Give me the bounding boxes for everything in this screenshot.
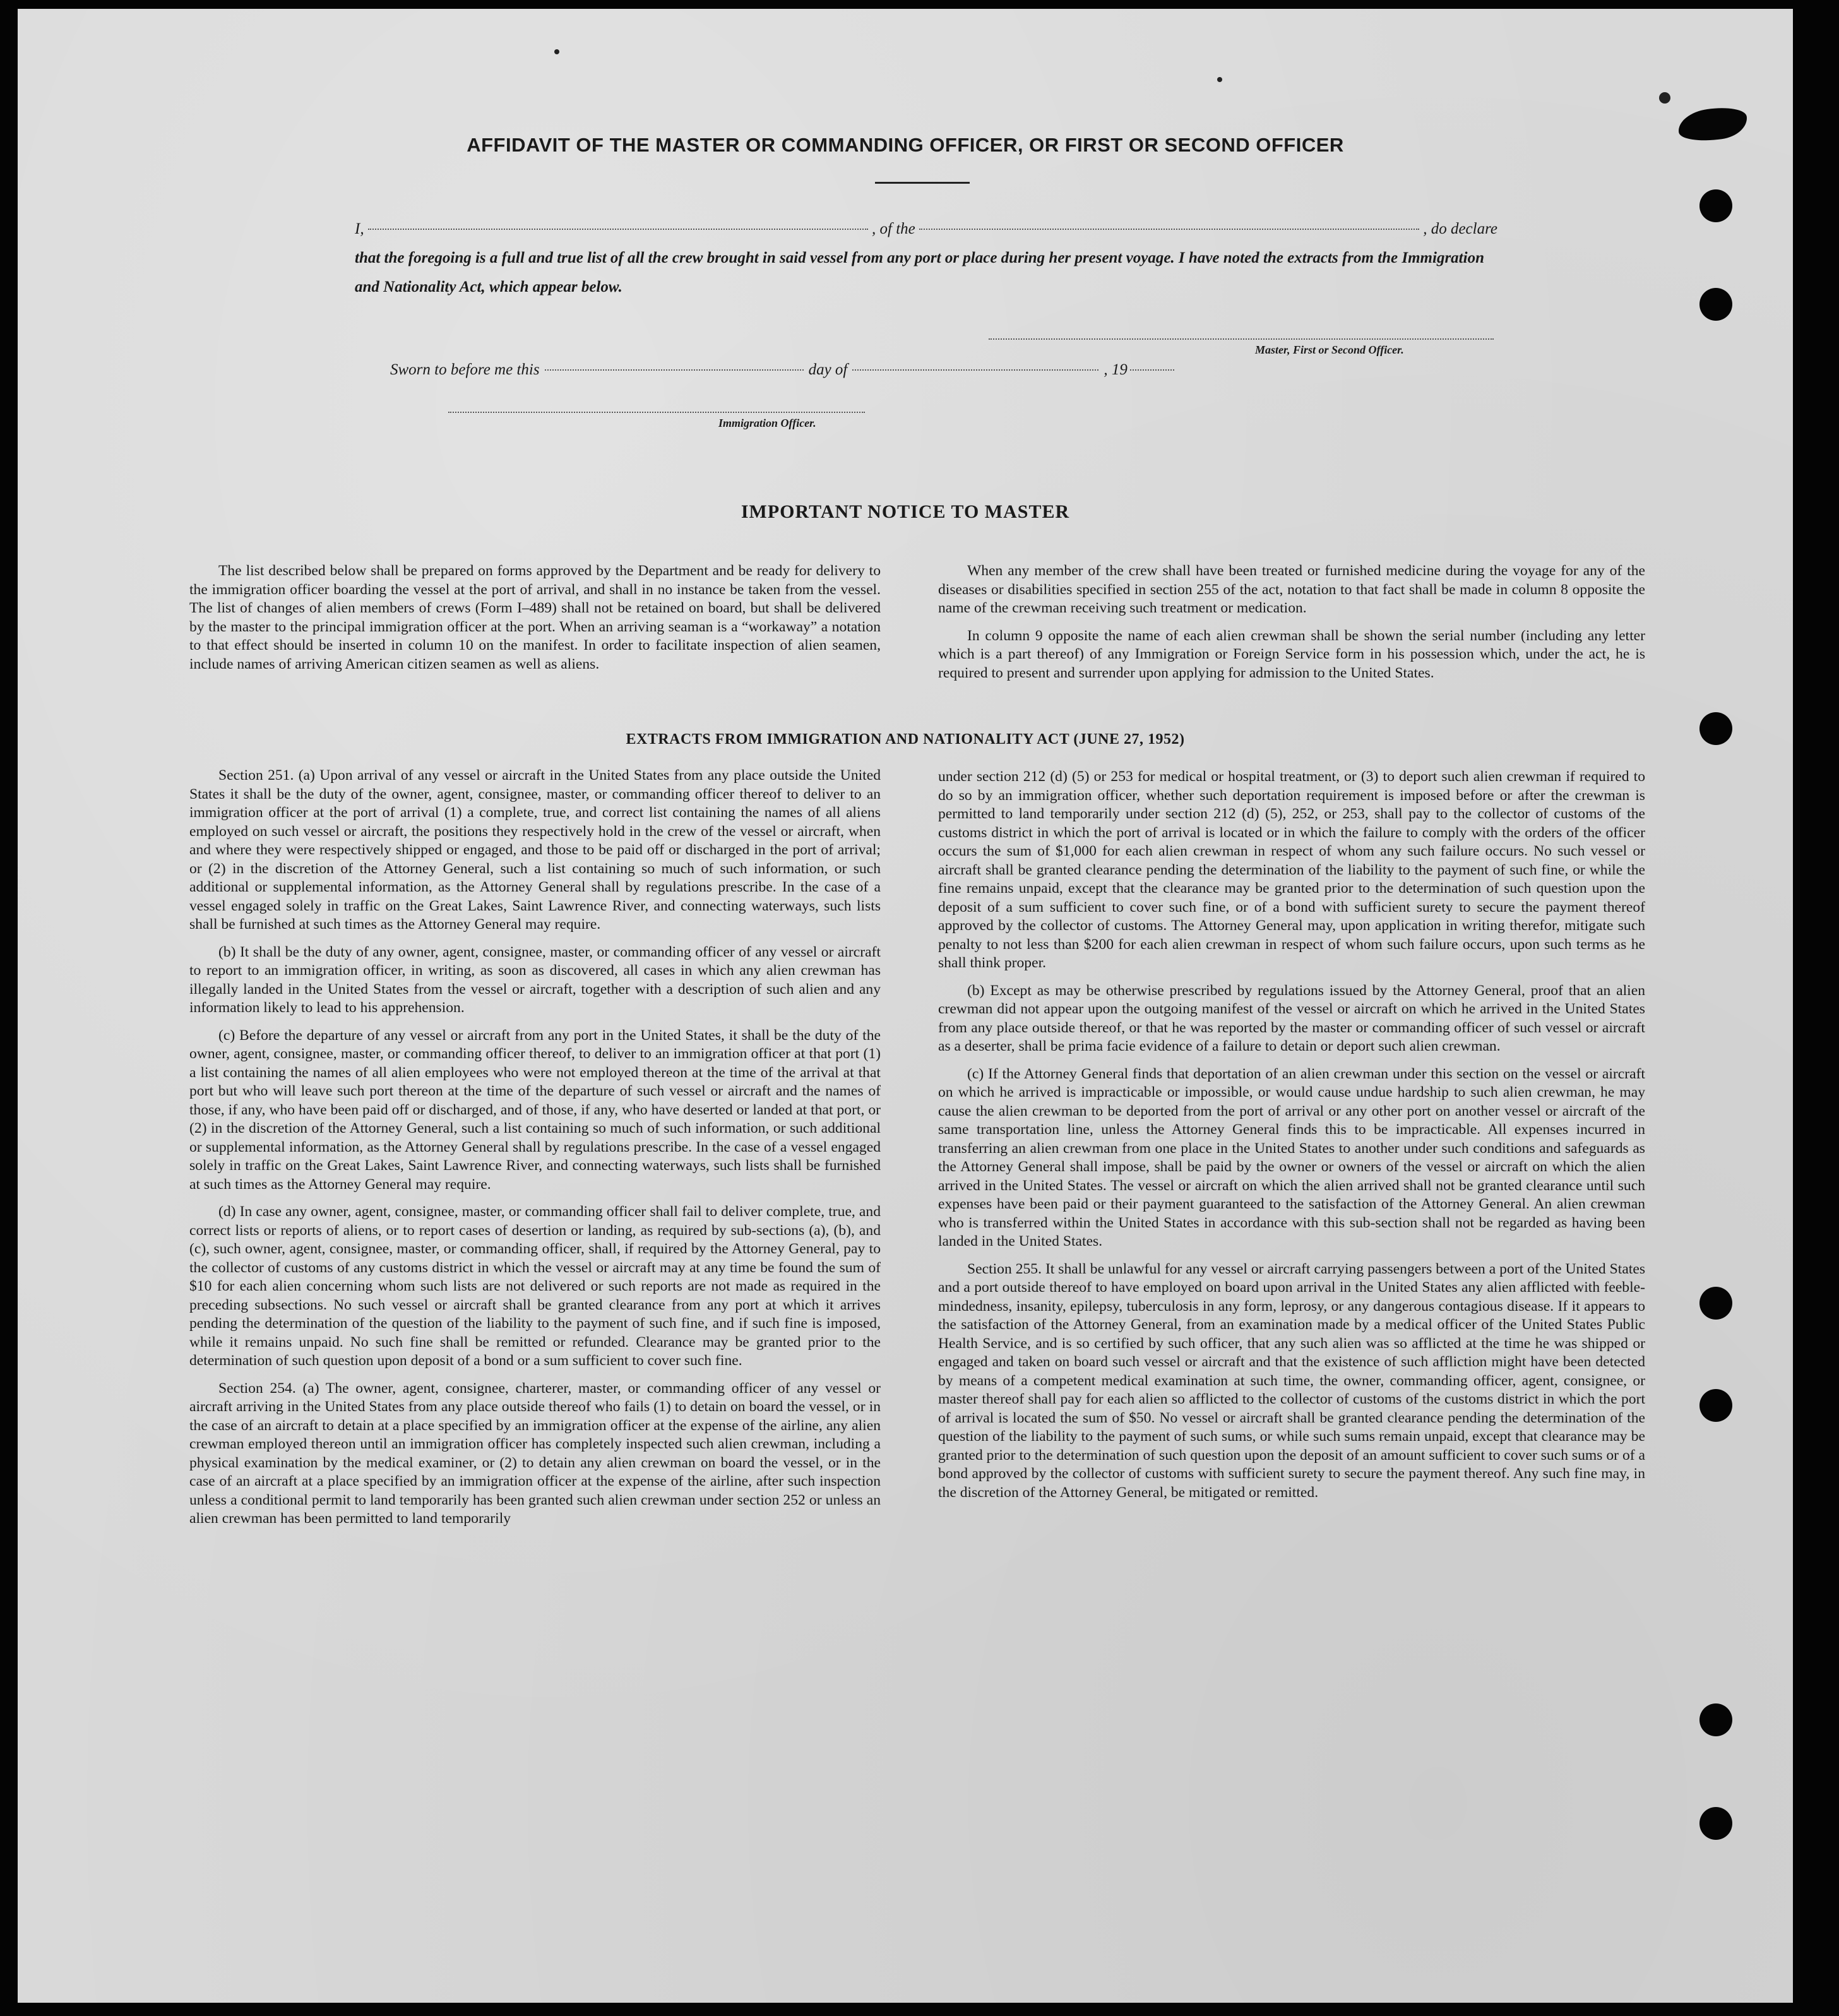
declare-end-label: , do declare <box>1423 220 1497 237</box>
section-254-c: (c) If the Attorney General finds that deportation of an alien crewman under this section on the vessel or aircraft on which he arrived is impracticable or impossible, or would cause undue hardship to such alien crewman, he may cause the alien crewman to be deported from the port of arrival or any other port on another vessel or aircraft of the same transportation line, unless the Attorney General finds this to be impracticable. All expenses incurred in transferring an alien crewman from one place in the United States to another under such conditions and safeguards as the Attorney General shall impose, shall be paid by the owner or owners of the vessel or aircraft on which the alien arrived in the United States. The vessel or aircraft on which the alien arrived shall not be granted clearance until such expenses have been paid or their payment guaranteed to the satisfaction of the Attorney General. An alien crewman who is transferred within the United States in accordance with this sub-section shall not be regarded as having been landed in the United States. <box>938 1065 1645 1250</box>
day-of-label: day of <box>808 361 848 378</box>
section-254-a: Section 254. (a) The owner, agent, consignee, charterer, master, or commanding officer of any vessel or aircraft arriving in the United States from any place outside thereof who fails (1) to detain on board the vessel, or in the case of an aircraft to detain at a place specified by an immigration officer at the expense of the airline, any alien crewman employed thereon until an immigration officer has completely inspected such alien crewman, including a physical examination by the medical examiner, or (2) to detain any alien crewman on board the vessel, or in the case of an aircraft at a place specified by an immigration officer at the expense of the airline, after such inspection unless a conditional permit to land temporarily has been granted such alien crewman under section 252 or unless an alien crewman has been permitted to land temporarily <box>189 1380 881 1527</box>
section-251-c: (c) Before the departure of any vessel or aircraft from any port in the United States, it shall be the duty of the owner, agent, consignee, master, or commanding officer thereof, to deliver to an immigration officer at that port (1) a list containing the names of all alien employees who were not employed thereon at the time of the arrival at that port but who will leave such port thereon at the time of the departure of such vessel or aircraft and the names of those, if any, who have been paid off or discharged, and of those, if any, who have deserted or landed at that port, or (2) in the discretion of the Attorney General, such a list containing so much of such information, or such additional or supplemental information, as the Attorney General shall by regulations prescribe. In the case of a vessel engaged solely in traffic on the Great Lakes, Saint Lawrence River, and connecting waterways, such lists shall be furnished at such times as the Attorney General may require. <box>189 1027 881 1193</box>
sworn-month-field[interactable] <box>852 369 1098 371</box>
declare-of-the-label: , of the <box>872 220 915 237</box>
punch-hole <box>1699 1389 1732 1422</box>
speck <box>554 49 559 54</box>
officer-signature-field[interactable] <box>448 412 865 413</box>
extracts-left-column <box>189 766 881 1537</box>
section-255: Section 255. It shall be unlawful for any vessel or aircraft carrying passengers between a port of the United States and a port outside thereof to have employed on board upon arrival in the United States any alien afflicted with feeble-mindedness, insanity, epilepsy, tuberculosis in any form, leprosy, or any dangerous contagious disease. If it appears to the satisfaction of the Attorney General, from an examination made by a medical officer of the United States Public Health Service, and is so certified by such officer, that any such alien was so afflicted at the time he was shipped or engaged and taken on board such vessel or aircraft and that the existence of such affliction might have been detected by means of a competent medical examination at such time, the owner, commanding officer, agent, consignee, or master thereof shall pay for each alien so afflicted to the collector of customs of the customs district in which the port of arrival is located the sum of $50. No vessel or aircraft shall be granted clearance pending the determination of the question of the liability to the payment of such sums, or while such sums remain unpaid, except that clearance may be granted prior to the determination of such question upon the deposit of an amount sufficient to cover such sums or of a bond approved by the collector of customs with sufficient surety to secure the payment thereof. Any such fine may, in the discretion of the Attorney General, be mitigated or remitted. <box>938 1260 1645 1501</box>
punch-hole <box>1699 189 1732 222</box>
sworn-year-field[interactable] <box>1130 369 1174 371</box>
officer-signature-caption: Immigration Officer. <box>718 417 816 429</box>
declaration-text: that the foregoing is a full and true list of all the crew brought in said vessel from any port or place during her present voyage. I have noted the extracts from the Immigration and Nationality Act, which appear below. <box>355 249 1484 295</box>
section-251-b: (b) It shall be the duty of any owner, agent, consignee, master, or commanding officer of any vessel or aircraft to report to an immigration officer, in writing, as soon as discovered, all cases in which any alien crewman has illegally landed in the United States from the vessel or aircraft, together with a description of such alien and any information likely to lead to his apprehension. <box>189 943 881 1016</box>
speck <box>1659 92 1670 104</box>
notice-paragraph: The list described below shall be prepared on forms approved by the Department and be ready for delivery to the immigration officer boarding the vessel at the port of arrival, and shall in no instance be taken from the vessel. The list of changes of alien members of crews (Form I–489) shall not be retained on board, but shall be delivered by the master to the principal immigration officer at the port. When an arriving seaman is a “workaway” a notation to that effect should be inserted in column 10 on the manifest. In order to facilitate inspection of alien seamen, include names of arriving American citizen seamen as well as aliens. <box>189 563 881 672</box>
speck <box>1217 77 1222 82</box>
affidavit-declaration <box>355 215 1497 302</box>
master-signature-field[interactable] <box>989 338 1494 340</box>
sworn-day-field[interactable] <box>545 369 804 371</box>
year-label: , 19 <box>1104 361 1128 378</box>
title-divider <box>875 182 970 184</box>
sworn-label: Sworn to before me this <box>390 361 540 378</box>
section-254-b: (b) Except as may be otherwise prescribed by regulations issued by the Attorney General, proof that an alien crewman did not appear upon the outgoing manifest of the vessel or aircraft on which he arrived in the United States from any place outside thereof, or that he was reported by the master or commanding officer of such vessel or aircraft as a deserter, shall be prima facie evidence of a failure to detain or deport such alien crewman. <box>938 982 1645 1054</box>
notice-paragraph: When any member of the crew shall have been treated or furnished medicine during the voyage for any of the diseases or disabilities specified in section 255 of the act, notation to that fact shall be made in column 8 opposite the name of the crewman receiving such treatment or medication. <box>938 563 1645 616</box>
punch-hole <box>1699 1703 1732 1736</box>
section-254-a-continued: under section 212 (d) (5) or 253 for medical or hospital treatment, or (3) to deport such alien crewman if required to do so by an immigration officer, whether such deportation requirement is imposed before or after the crewman is permitted to land temporarily under section 212 (d) (5), 252, or 253, shall pay to the collector of customs of the customs district in which the port of arrival is located or in which the failure to comply with the orders of the officer occurs the sum of $1,000 for each alien crewman in respect of whom any such failure occurs. No such vessel or aircraft shall be granted clearance pending the determination of the liability to the payment of such fine, or while the fine remains unpaid, except that the clearance may be granted prior to the determination of such question upon the deposit of a sum sufficient to cover such fine, or of a bond with sufficient surety to secure the payment thereof approved by the collector of customs. The Attorney General may, upon application in writing therefor, mitigate such penalty to not less than $200 for each alien crewman in respect of whom such failure occurs, upon such terms as he shall think proper. <box>938 768 1645 971</box>
section-251-d: (d) In case any owner, agent, consignee, master, or commanding officer shall fail to deliver complete, true, and correct lists or reports of aliens, or to report cases of desertion or landing, as required by sub-sections (a), (b), and (c), such owner, agent, consignee, master, or commanding officer, shall, if required by the Attorney General, pay to the collector of customs of any customs district in which the vessel or aircraft may at any time be found the sum of $10 for each alien concerning whom such lists are not delivered or such reports are not made as required in the preceding subsections. No such vessel or aircraft shall be granted clearance from any port at which it arrives pending the determination of the question of the liability to the payment of such fine, and if such fine is imposed, while it remains unpaid. No such fine shall be remitted or refunded. Clearance may be granted prior to the determination of such question upon deposit of a bond or a sum sufficient to cover such fine. <box>189 1203 881 1369</box>
punch-hole <box>1699 1287 1732 1320</box>
punch-hole <box>1699 288 1732 321</box>
notice-heading: IMPORTANT NOTICE TO MASTER <box>741 501 1070 522</box>
document-page <box>18 9 1793 2003</box>
extracts-right-column <box>938 768 1645 1511</box>
declare-i-label: I, <box>355 220 364 237</box>
declarant-name-field[interactable] <box>368 229 868 230</box>
vessel-name-field[interactable] <box>919 229 1419 230</box>
master-signature-caption: Master, First or Second Officer. <box>1255 343 1404 356</box>
notice-left-column <box>189 562 881 683</box>
extracts-heading: EXTRACTS FROM IMMIGRATION AND NATIONALITY ACT (JUNE 27, 1952) <box>626 731 1185 748</box>
notice-right-column <box>938 562 1645 691</box>
sworn-statement <box>390 361 1230 379</box>
punch-hole <box>1699 1807 1732 1840</box>
notice-paragraph: In column 9 opposite the name of each alien crewman shall be shown the serial number (including any letter which is a part thereof) of any Immigration or Foreign Service form in his possession which, under the act, he is required to present and surrender upon applying for admission to the United States. <box>938 627 1645 681</box>
affidavit-title: AFFIDAVIT OF THE MASTER OR COMMANDING OFFICER, OR FIRST OR SECOND OFFICER <box>467 134 1344 156</box>
section-251-a: Section 251. (a) Upon arrival of any vessel or aircraft in the United States from any place outside the United States it shall be the duty of the owner, agent, consignee, master, or commanding officer thereof to deliver to an immigration officer at the port of arrival (1) a complete, true, and correct list containing the names of all aliens employed on such vessel or aircraft, the positions they respectively hold in the crew of the vessel or aircraft, when and where they were respectively shipped or engaged, and those to be paid off or discharged in the port of arrival; or (2) in the discretion of the Attorney General, such a list containing so much of such information, or such additional or supplemental information, as the Attorney General shall by regulations prescribe. In the case of a vessel engaged solely in traffic on the Great Lakes, Saint Lawrence River, and connecting waterways, such lists shall be furnished at such times as the Attorney General may require. <box>189 767 881 933</box>
